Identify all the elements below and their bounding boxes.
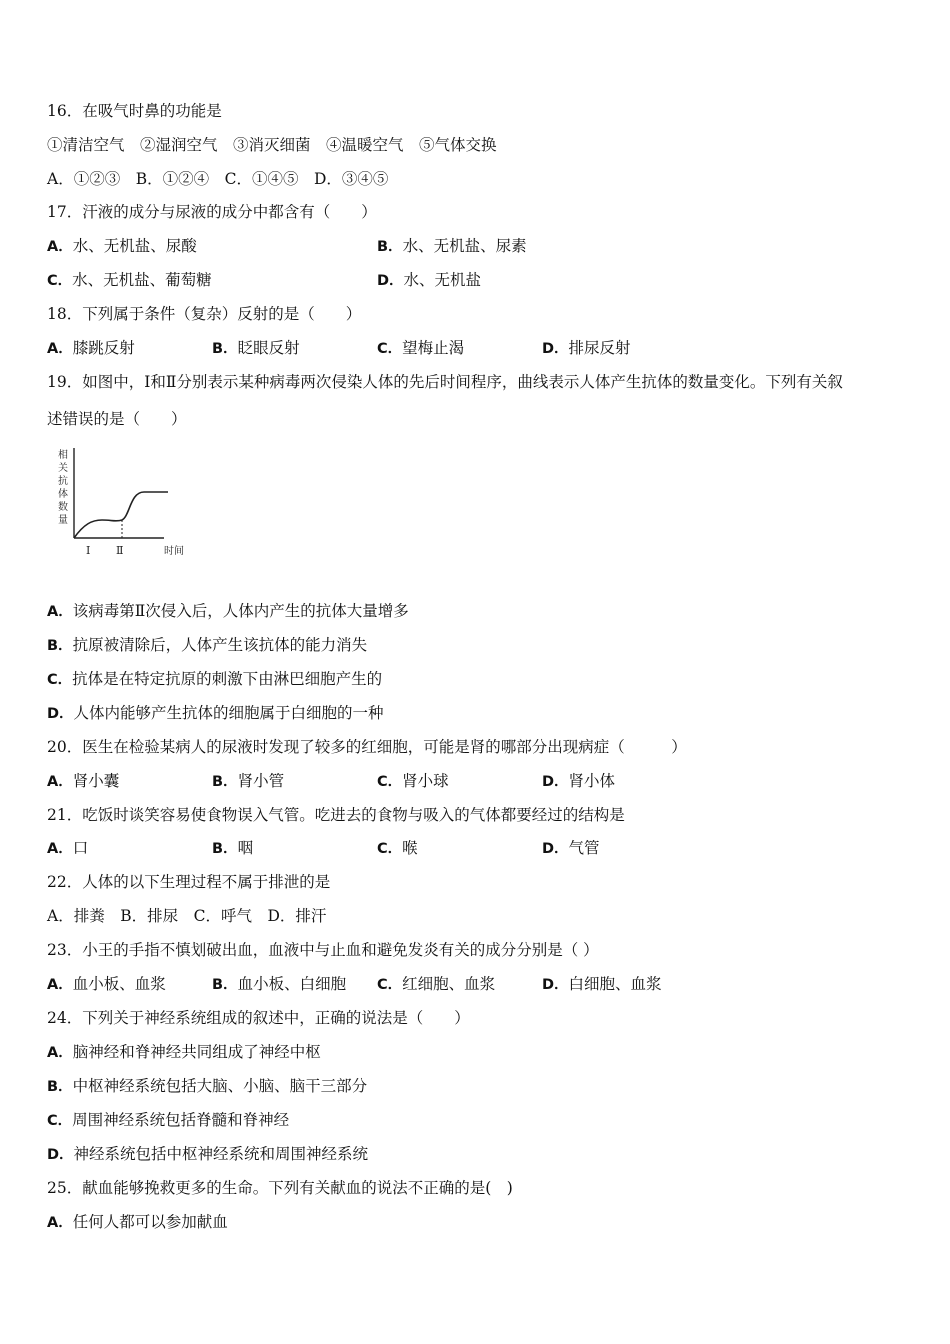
graph-ylabel-char: 量 [58,515,68,526]
question-18-option-c: C．望梅止渴 [377,339,465,357]
graph-mark-1: Ⅰ [86,544,91,557]
graph-ylabel-char: 数 [58,502,68,513]
question-23-option-a: A．血小板、血浆 [47,975,166,993]
question-21-option-c: C．喉 [377,839,418,857]
question-21-option-b: B．咽 [212,839,254,857]
question-22-options: A．排粪 B．排尿 C．呼气 D．排汗 [47,907,327,925]
question-22-stem: 22．人体的以下生理过程不属于排泄的是 [47,873,331,891]
question-25-option-a: A．任何人都可以参加献血 [47,1213,228,1231]
question-20-option-b: B．肾小管 [212,772,285,790]
question-19-option-b: B．抗原被清除后，人体产生该抗体的能力消失 [47,636,368,654]
question-19-option-a: A．该病毒第Ⅱ次侵入后，人体内产生的抗体大量增多 [47,602,409,620]
antibody-curve [74,492,168,538]
question-25-stem: 25．献血能够挽救更多的生命。下列有关献血的说法不正确的是( ) [47,1179,513,1197]
question-23-option-b: B．血小板、白细胞 [212,975,347,993]
question-19-stem-line1: 19．如图中，Ⅰ和Ⅱ分别表示某种病毒两次侵染人体的先后时间程序，曲线表示人体产生抗体的数量变化。下列有关叙 [47,373,843,391]
question-17-stem: 17．汗液的成分与尿液的成分中都含有（ ） [47,203,377,221]
question-17-option-a: A．水、无机盐、尿酸 [47,237,197,255]
graph-mark-2: Ⅱ [116,544,124,557]
question-19-option-d: D．人体内能够产生抗体的细胞属于白细胞的一种 [47,704,384,722]
antibody-graph [44,444,194,564]
question-16-stem: 16．在吸气时鼻的功能是 [47,102,222,120]
question-23-option-d: D．白细胞、血浆 [542,975,662,993]
question-16-items: ①清洁空气 ②湿润空气 ③消灭细菌 ④温暖空气 ⑤气体交换 [47,136,497,154]
graph-ylabel-char: 相 [58,450,68,461]
question-16-options: A．①②③ B．①②④ C．①④⑤ D．③④⑤ [47,170,389,188]
question-23-option-c: C．红细胞、血浆 [377,975,496,993]
question-20-option-d: D．肾小体 [542,772,616,790]
question-24-option-c: C．周围神经系统包括脊髓和脊神经 [47,1111,290,1129]
question-21-stem: 21．吃饭时谈笑容易使食物误入气管。吃进去的食物与吸入的气体都要经过的结构是 [47,806,625,824]
question-19-stem-line2: 述错误的是（ ） [47,410,187,428]
question-17-option-b: B．水、无机盐、尿素 [377,237,527,255]
graph-ylabel-char: 抗 [58,476,68,487]
question-18-option-a: A．膝跳反射 [47,339,135,357]
question-24-option-b: B．中枢神经系统包括大脑、小脑、脑干三部分 [47,1077,368,1095]
graph-xlabel: 时间 [164,546,184,557]
question-24-option-a: A．脑神经和脊神经共同组成了神经中枢 [47,1043,321,1061]
graph-ylabel-char: 关 [58,463,68,474]
question-24-option-d: D．神经系统包括中枢神经系统和周围神经系统 [47,1145,369,1163]
question-24-stem: 24．下列关于神经系统组成的叙述中，正确的说法是（ ） [47,1009,470,1027]
question-21-option-a: A．口 [47,839,89,857]
graph-ylabel-char: 体 [58,489,68,500]
question-23-stem: 23．小王的手指不慎划破出血，血液中与止血和避免发炎有关的成分分别是（ ） [47,941,599,959]
question-18-stem: 18．下列属于条件（复杂）反射的是（ ） [47,305,362,323]
question-20-option-a: A．肾小囊 [47,772,120,790]
question-18-option-d: D．排尿反射 [542,339,631,357]
question-20-stem: 20．医生在检验某病人的尿液时发现了较多的红细胞，可能是肾的哪部分出现病症（ ） [47,738,687,756]
question-17-option-d: D．水、无机盐 [377,271,482,289]
question-21-option-d: D．气管 [542,839,600,857]
question-20-option-c: C．肾小球 [377,772,449,790]
question-19-option-c: C．抗体是在特定抗原的刺激下由淋巴细胞产生的 [47,670,383,688]
question-17-option-c: C．水、无机盐、葡萄糖 [47,271,212,289]
question-18-option-b: B．眨眼反射 [212,339,300,357]
